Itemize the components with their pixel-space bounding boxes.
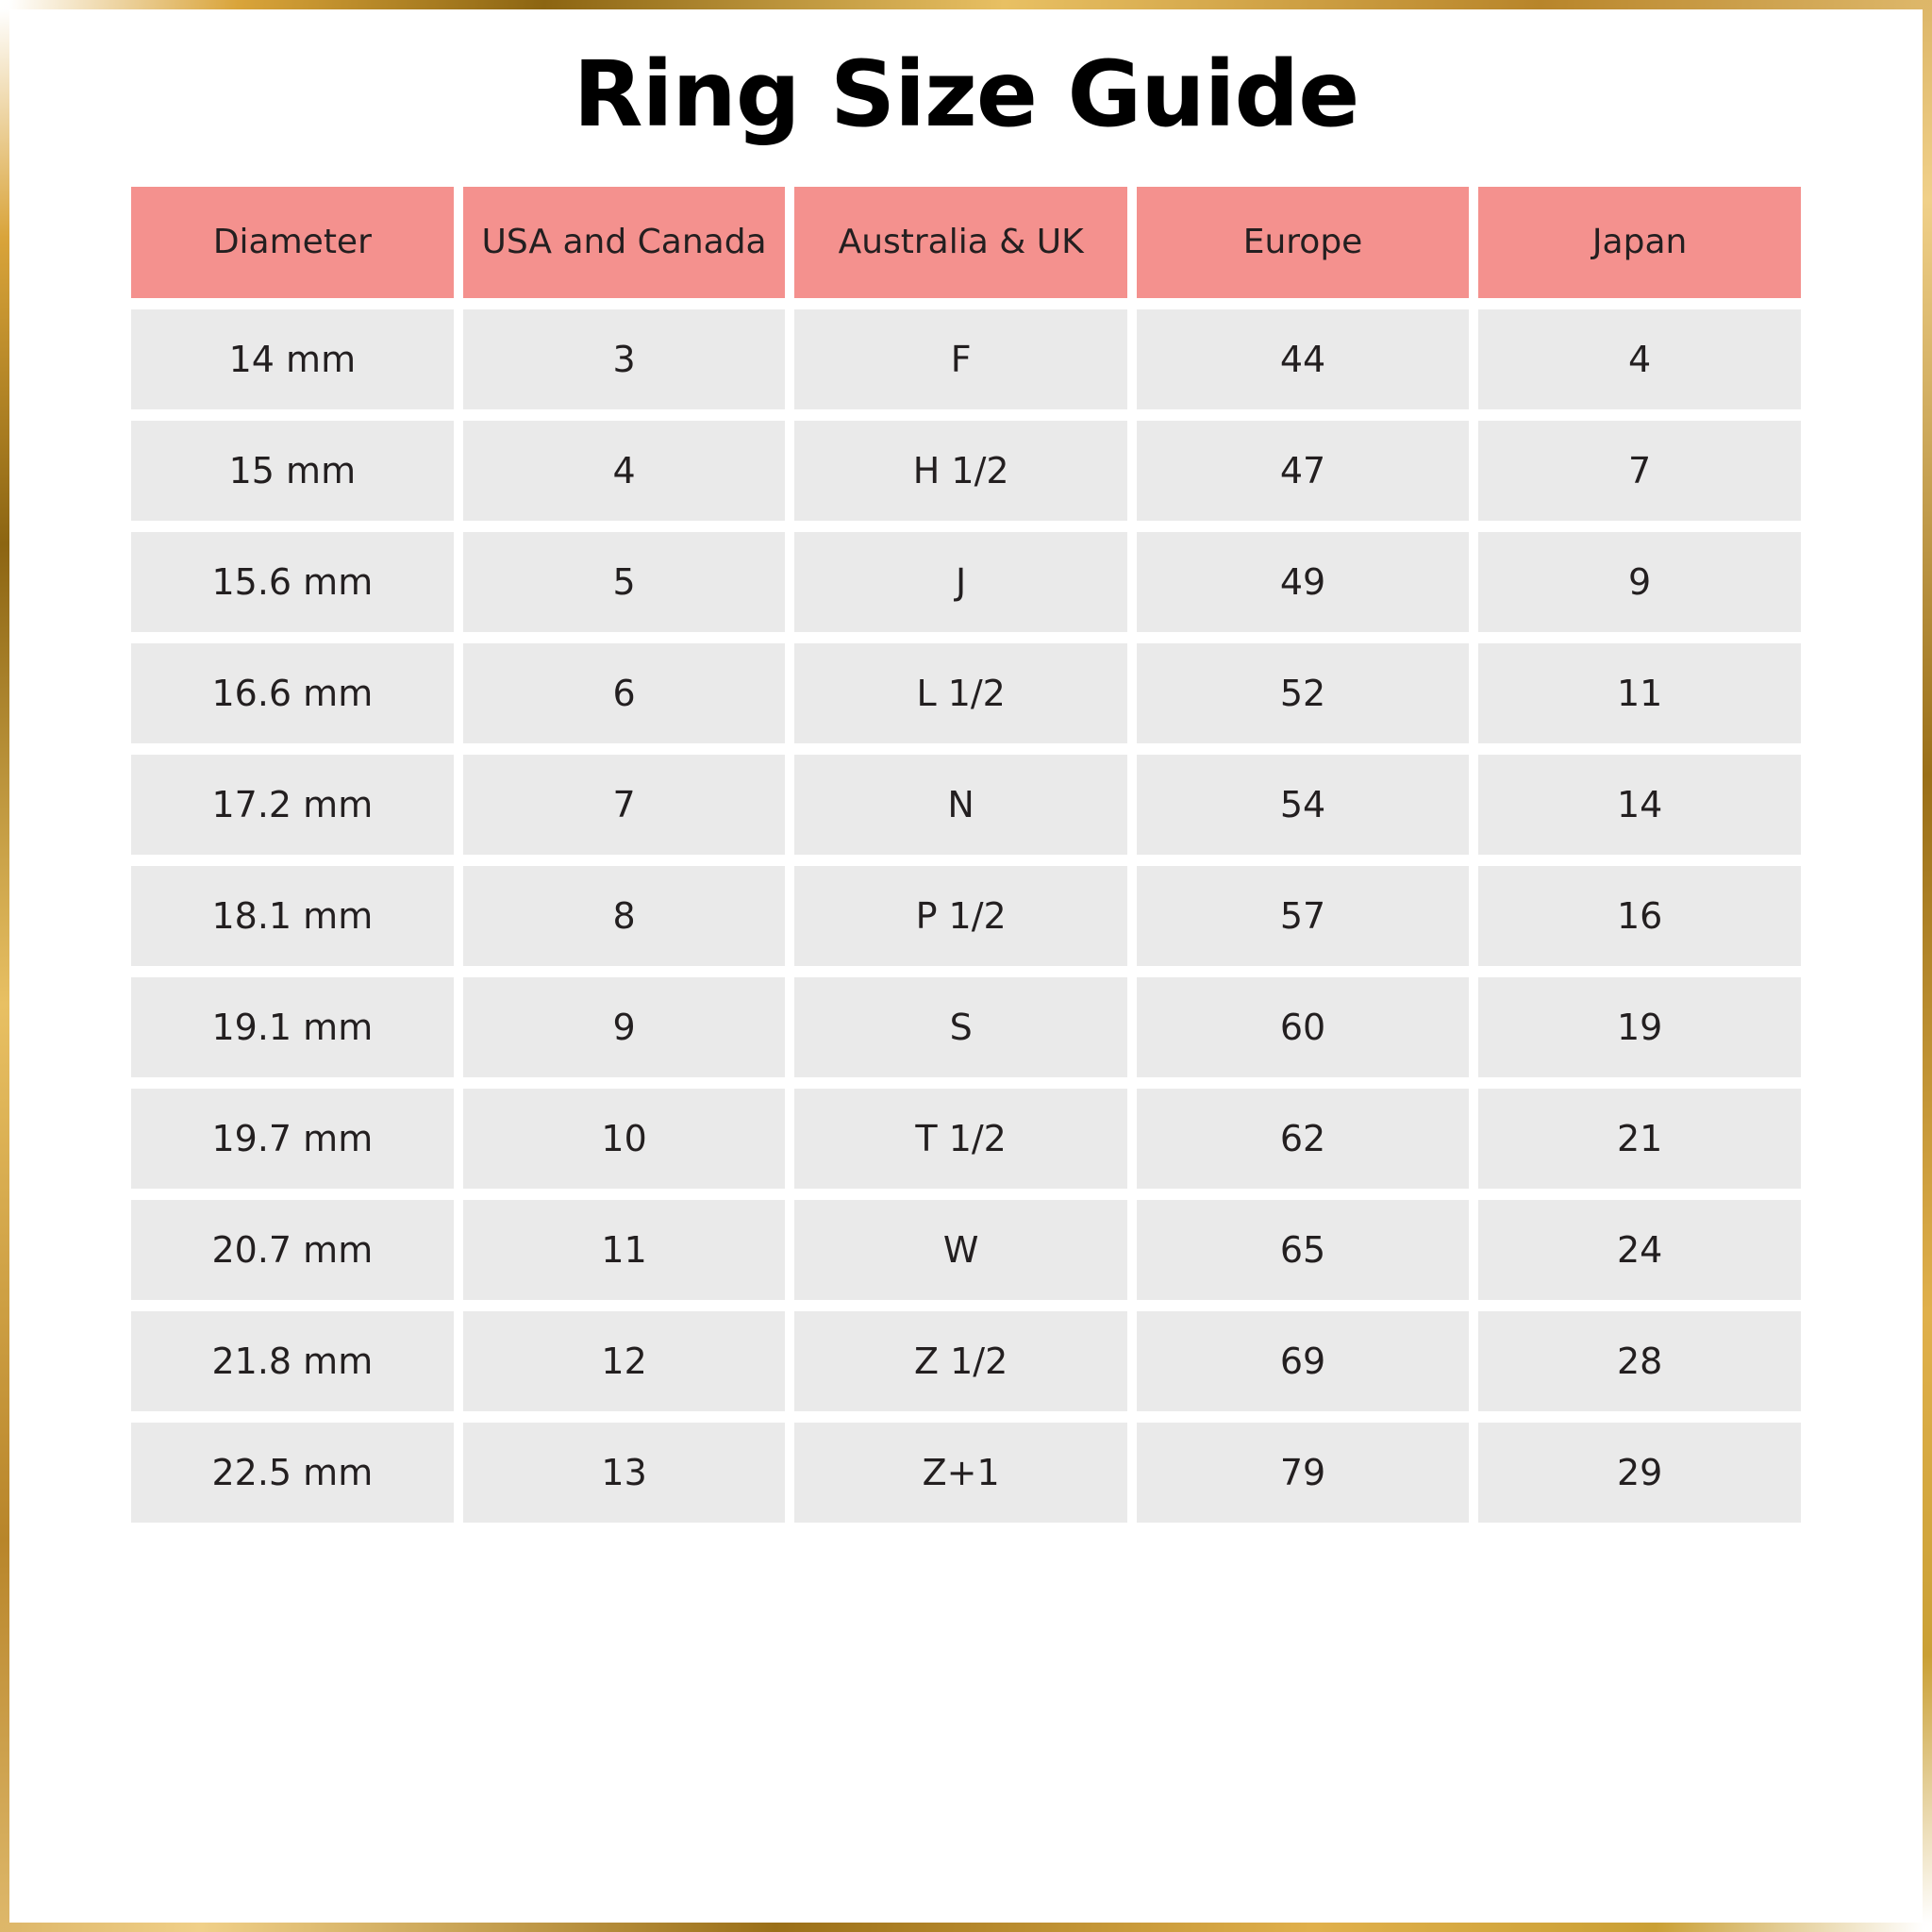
- cell-australia-uk: T 1/2: [794, 1089, 1126, 1189]
- cell-usa-canada: 3: [463, 309, 786, 409]
- cell-japan: 4: [1478, 309, 1801, 409]
- cell-usa-canada: 10: [463, 1089, 786, 1189]
- cell-japan: 29: [1478, 1423, 1801, 1523]
- cell-usa-canada: 11: [463, 1200, 786, 1300]
- table-row: [131, 866, 1801, 966]
- cell-europe: 49: [1137, 532, 1469, 632]
- column-header-diameter: Diameter: [131, 187, 454, 298]
- cell-usa-canada: 9: [463, 977, 786, 1077]
- cell-europe: 69: [1137, 1311, 1469, 1411]
- cell-japan: 24: [1478, 1200, 1801, 1300]
- cell-usa-canada: 8: [463, 866, 786, 966]
- cell-diameter: 15 mm: [131, 421, 454, 521]
- cell-europe: 47: [1137, 421, 1469, 521]
- table-row: [131, 421, 1801, 521]
- cell-europe: 54: [1137, 755, 1469, 855]
- cell-europe: 60: [1137, 977, 1469, 1077]
- cell-europe: 62: [1137, 1089, 1469, 1189]
- cell-usa-canada: 4: [463, 421, 786, 521]
- cell-japan: 19: [1478, 977, 1801, 1077]
- cell-usa-canada: 5: [463, 532, 786, 632]
- table-row: [131, 1200, 1801, 1300]
- cell-diameter: 20.7 mm: [131, 1200, 454, 1300]
- cell-australia-uk: N: [794, 755, 1126, 855]
- cell-diameter: 21.8 mm: [131, 1311, 454, 1411]
- cell-europe: 79: [1137, 1423, 1469, 1523]
- cell-europe: 52: [1137, 643, 1469, 743]
- column-header-usa-canada: USA and Canada: [463, 187, 786, 298]
- cell-usa-canada: 7: [463, 755, 786, 855]
- cell-diameter: 14 mm: [131, 309, 454, 409]
- cell-japan: 7: [1478, 421, 1801, 521]
- column-header-japan: Japan: [1478, 187, 1801, 298]
- cell-europe: 44: [1137, 309, 1469, 409]
- cell-diameter: 16.6 mm: [131, 643, 454, 743]
- cell-usa-canada: 13: [463, 1423, 786, 1523]
- cell-japan: 14: [1478, 755, 1801, 855]
- cell-japan: 21: [1478, 1089, 1801, 1189]
- column-header-europe: Europe: [1137, 187, 1469, 298]
- cell-australia-uk: S: [794, 977, 1126, 1077]
- table-row: [131, 532, 1801, 632]
- cell-australia-uk: Z+1: [794, 1423, 1126, 1523]
- cell-australia-uk: L 1/2: [794, 643, 1126, 743]
- table-row: [131, 977, 1801, 1077]
- cell-australia-uk: H 1/2: [794, 421, 1126, 521]
- table-row: [131, 643, 1801, 743]
- table-row: [131, 1423, 1801, 1523]
- cell-japan: 9: [1478, 532, 1801, 632]
- ring-size-table: [122, 175, 1810, 1534]
- cell-australia-uk: F: [794, 309, 1126, 409]
- page-title: Ring Size Guide: [573, 42, 1359, 147]
- cell-australia-uk: W: [794, 1200, 1126, 1300]
- cell-europe: 65: [1137, 1200, 1469, 1300]
- cell-australia-uk: P 1/2: [794, 866, 1126, 966]
- table-row: [131, 1089, 1801, 1189]
- table-row: [131, 1311, 1801, 1411]
- cell-australia-uk: Z 1/2: [794, 1311, 1126, 1411]
- cell-australia-uk: J: [794, 532, 1126, 632]
- cell-diameter: 22.5 mm: [131, 1423, 454, 1523]
- cell-diameter: 18.1 mm: [131, 866, 454, 966]
- cell-usa-canada: 6: [463, 643, 786, 743]
- cell-usa-canada: 12: [463, 1311, 786, 1411]
- cell-japan: 11: [1478, 643, 1801, 743]
- cell-diameter: 19.1 mm: [131, 977, 454, 1077]
- cell-diameter: 15.6 mm: [131, 532, 454, 632]
- cell-europe: 57: [1137, 866, 1469, 966]
- cell-japan: 28: [1478, 1311, 1801, 1411]
- cell-japan: 16: [1478, 866, 1801, 966]
- cell-diameter: 17.2 mm: [131, 755, 454, 855]
- table-row: [131, 309, 1801, 409]
- cell-diameter: 19.7 mm: [131, 1089, 454, 1189]
- table-header-row: [131, 187, 1801, 298]
- table-row: [131, 755, 1801, 855]
- column-header-australia-uk: Australia & UK: [794, 187, 1126, 298]
